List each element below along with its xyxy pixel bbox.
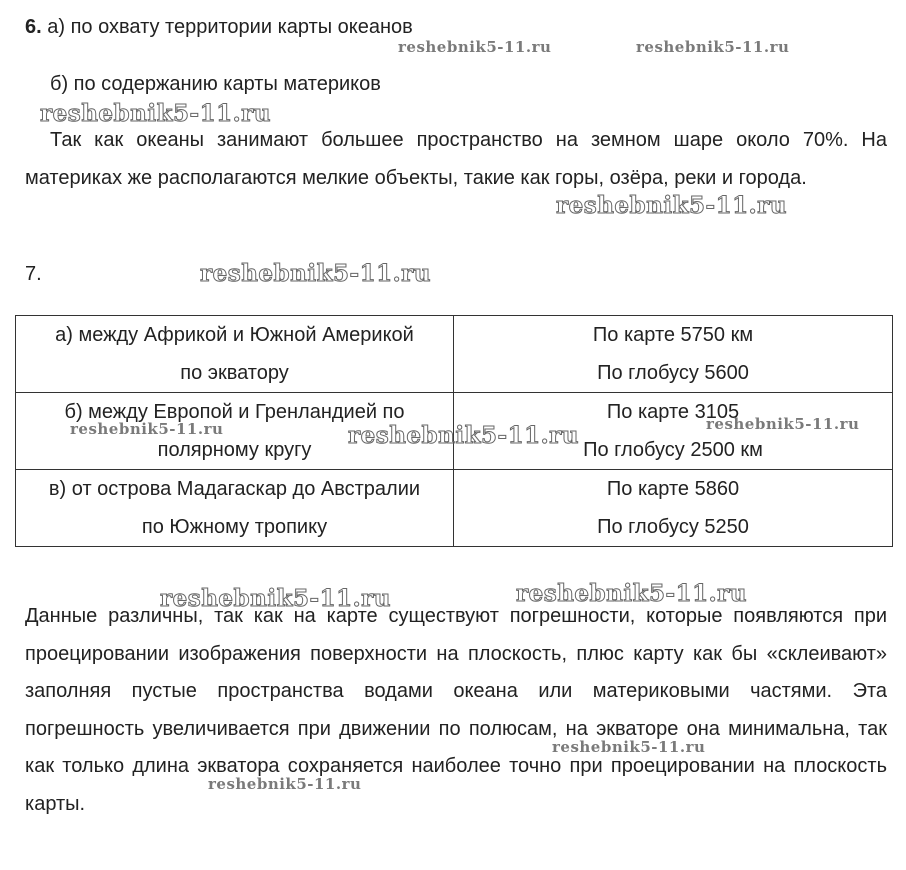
- task7-conclusion: Данные различны, так как на карте существуют погрешности, которые появляются при проецировании изображения поверхности на плоскость, плюс карту как бы «склеивают» заполняя пустые пространства водами океана или материковыми частями. Эта погрешность увеличивается при движении по полюсам, на экваторе она минимальна, так как только длина экватора сохраняется наиболее точно при проецировании на плоскость карты.: [25, 605, 887, 815]
- task6-explanation: Так как океаны занимают большее пространство на земном шаре около 70%. На материках же располагаются мелкие объекты, такие как горы, озёра, реки и города.: [25, 129, 887, 189]
- map-distance: По карте 5750 км: [592, 324, 754, 346]
- route-line-1: в) от острова Мадагаскар до Австралии: [48, 478, 421, 500]
- globe-distance: По глобусу 5250: [597, 516, 749, 538]
- route-cell: [16, 316, 454, 393]
- watermark: reshebnik5-11.ru: [70, 420, 224, 438]
- route-line-2: по Южному тропику: [141, 516, 328, 538]
- watermark: reshebnik5-11.ru: [516, 580, 747, 607]
- table-row: [16, 470, 893, 547]
- watermark: reshebnik5-11.ru: [706, 415, 860, 433]
- watermark: reshebnik5-11.ru: [200, 260, 431, 287]
- route-line-2: по экватору: [180, 362, 289, 384]
- route-line-1: а) между Африкой и Южной Америкой: [55, 324, 414, 346]
- watermark: reshebnik5-11.ru: [398, 38, 552, 56]
- table-row: [16, 316, 893, 393]
- measure-cell: [454, 316, 893, 393]
- watermark: reshebnik5-11.ru: [556, 192, 787, 219]
- task6-line-a-text: а) по охвату территории карты океанов: [47, 16, 413, 38]
- watermark: reshebnik5-11.ru: [636, 38, 790, 56]
- watermark: reshebnik5-11.ru: [348, 422, 579, 449]
- map-distance: По карте 3105: [606, 401, 740, 423]
- globe-distance: По глобусу 5600: [597, 362, 749, 384]
- watermark: reshebnik5-11.ru: [552, 738, 706, 756]
- task6-line-b: б) по содержанию карты материков: [50, 73, 381, 95]
- task7-number: 7.: [25, 263, 42, 285]
- watermark: reshebnik5-11.ru: [160, 585, 391, 612]
- map-distance: По карте 5860: [606, 478, 740, 500]
- route-line-1: б) между Европой и Гренландией по: [64, 401, 405, 423]
- route-line-2: полярному кругу: [157, 439, 312, 461]
- globe-distance: По глобусу 2500 км: [583, 439, 763, 461]
- watermark: reshebnik5-11.ru: [40, 100, 271, 127]
- task6-line-a: [25, 15, 413, 39]
- measure-cell: [454, 470, 893, 547]
- route-cell: [16, 470, 454, 547]
- watermark: reshebnik5-11.ru: [208, 775, 362, 793]
- task6-number: 6.: [25, 16, 42, 38]
